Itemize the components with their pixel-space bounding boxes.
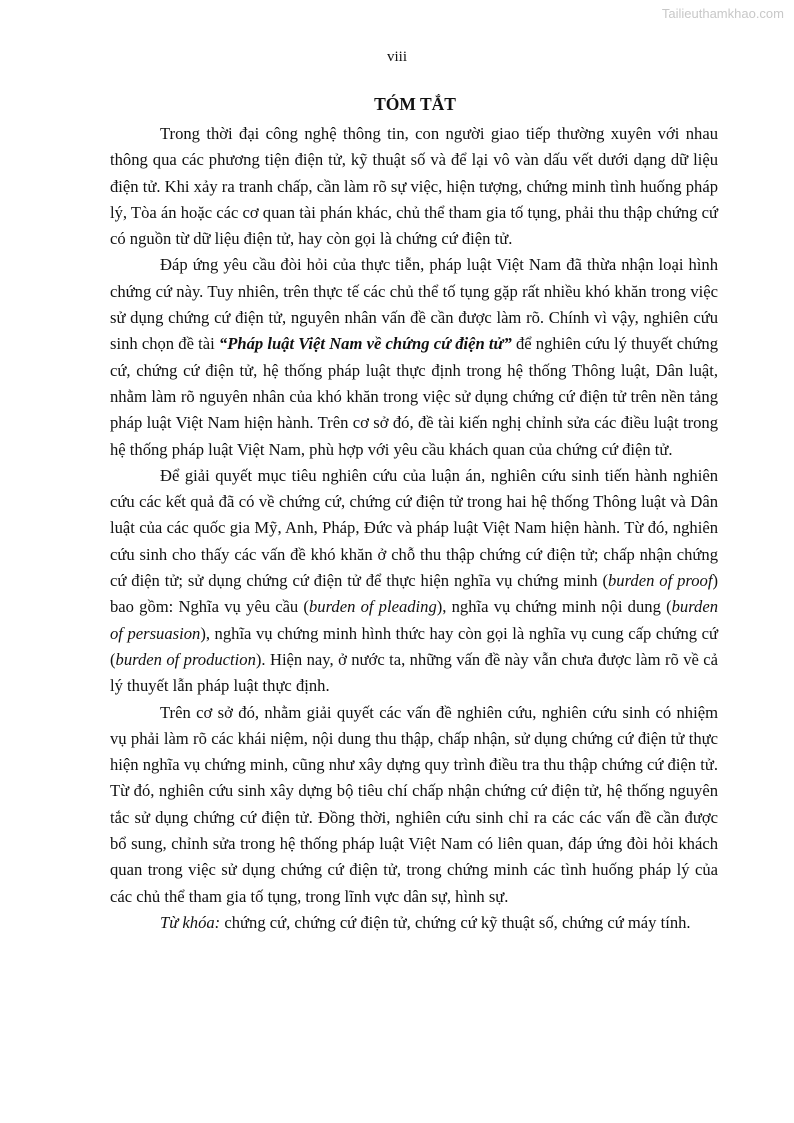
watermark: Tailieuthamkhao.com xyxy=(661,6,784,21)
paragraph-3-text-5: ). Hiện nay, ở nước ta, những vấn đề này vẫn chưa được làm rõ về cả lý thuyết lẫn pháp luật thực định. xyxy=(110,649,719,696)
paragraph-2-text-a: Đáp ứng yêu cầu đòi hỏi của thực tiễn, pháp luật Việt Nam đã thừa nhận loại hình chứng cứ này. Tuy nhiên, trên thực tế các chủ thể tố tụng gặp rất nhiều khó khăn trong việc sử dụng chứng cứ điện tử, nguyên nhân vấn đề cần được làm rõ. Chính vì vậy, nghiên cứu sinh chọn đề tài xyxy=(110,255,718,354)
paragraph-3-text-4: ), nghĩa vụ chứng minh hình thức hay còn gọi là nghĩa vụ cung cấp chứng cứ ( xyxy=(110,623,718,669)
abstract-body xyxy=(110,121,718,936)
keywords-text: chứng cứ, chứng cứ điện tử, chứng cứ kỹ thuật số, chứng cứ máy tính. xyxy=(220,912,691,932)
page-title: TÓM TẮT xyxy=(374,94,456,114)
paragraph-3-text-1: Để giải quyết mục tiêu nghiên cứu của luận án, nghiên cứu sinh tiến hành nghiên cứu các kết quả đã có về chứng cứ, chứng cứ điện tử trong hai hệ thống Thông luật và Dân luật của các quốc gia Mỹ, Anh, Pháp, Đức và pháp luật Việt Nam hiện hành. Từ đó, nghiên cứu sinh cho thấy các vấn đề khó khăn ở chỗ thu thập chứng cứ điện tử; chấp nhận chứng cứ điện tử; sử dụng chứng cứ điện tử để thực hiện nghĩa vụ chứng minh ( xyxy=(110,465,718,591)
paragraph-1: Trong thời đại công nghệ thông tin, con người giao tiếp thường xuyên với nhau thông qua các phương tiện điện tử, kỹ thuật số và để lại vô vàn dấu vết dưới dạng dữ liệu điện tử. Khi xảy ra tranh chấp, cần làm rõ sự việc, hiện tượng, chứng minh tình huống pháp lý, Tòa án hoặc các cơ quan tài phán khác, chủ thể tham gia tố tụng, phải thu thập chứng cứ có nguồn từ dữ liệu điện tử, hay còn gọi là chứng cứ điện tử. xyxy=(110,124,718,249)
keywords xyxy=(110,910,718,936)
thesis-topic: “Pháp luật Việt Nam về chứng cứ điện tử” xyxy=(218,334,512,354)
page-number: viii xyxy=(386,49,407,65)
term-burden-of-pleading: burden of pleading xyxy=(308,597,437,617)
paragraph-3-text-2: ) bao gồm: Nghĩa vụ yêu cầu ( xyxy=(110,571,718,617)
term-burden-of-persuasion: burden of persuasion xyxy=(110,597,719,643)
paragraph-3-text-3: ), nghĩa vụ chứng minh nội dung ( xyxy=(436,597,672,617)
paragraph-2-text-b: để nghiên cứu lý thuyết chứng cứ, chứng cứ điện tử, hệ thống pháp luật thực định trong hệ thống Thông luật, Dân luật, nhằm làm rõ nguyên nhân của khó khăn trong việc sử dụng chứng cứ điện tử trên nền tảng pháp luật Việt Nam hiện hành. Trên cơ sở đó, đề tài kiến nghị chỉnh sửa các điều luật trong hệ thống pháp luật Việt Nam, phù hợp với yêu cầu khách quan của chứng cứ điện tử. xyxy=(110,334,718,459)
paragraph-2 xyxy=(110,252,718,462)
term-burden-of-proof: burden of proof xyxy=(608,571,713,591)
keywords-label: Từ khóa: xyxy=(160,912,221,932)
paragraph-4: Trên cơ sở đó, nhằm giải quyết các vấn đề nghiên cứu, nghiên cứu sinh có nhiệm vụ phải làm rõ các khái niệm, nội dung thu thập, chấp nhận, sử dụng chứng cứ điện tử thực hiện nghĩa vụ chứng minh, cũng như xây dựng quy trình điều tra thu thập chứng cứ điện tử. Từ đó, nghiên cứu sinh xây dựng bộ tiêu chí chấp nhận chứng cứ điện tử, hệ thống nguyên tắc sử dụng chứng cứ điện tử. Đồng thời, nghiên cứu sinh chỉ ra các các vấn đề cần được bổ sung, chỉnh sửa trong hệ thống pháp luật Việt Nam có liên quan, đáp ứng đòi hỏi khách quan trong việc sử dụng chứng cứ điện tử, trong chứng minh các tình huống pháp lý của các chủ thể tham gia tố tụng, trong lĩnh vực dân sự, hình sự. xyxy=(110,702,718,906)
term-burden-of-production: burden of production xyxy=(115,649,256,669)
paragraph-3 xyxy=(110,463,718,700)
